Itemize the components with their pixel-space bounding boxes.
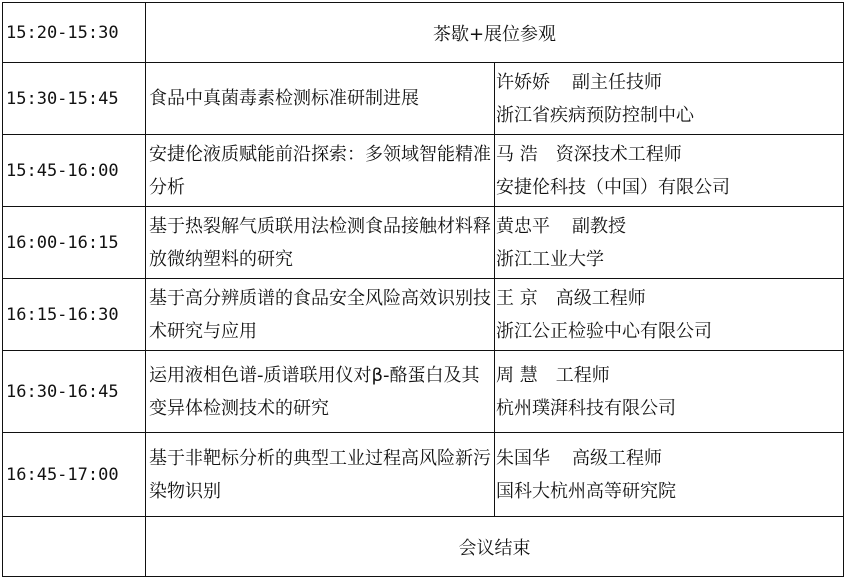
speaker-org: 浙江公正检验中心有限公司	[496, 320, 712, 342]
topic-cell: 安捷伦液质赋能前沿探索：多领域智能精准分析	[146, 135, 495, 207]
speaker-line	[496, 138, 843, 171]
speaker-title: 工程师	[555, 364, 610, 386]
time-cell: 16:45-17:00	[3, 433, 146, 517]
speaker-line	[496, 442, 843, 475]
table-row	[3, 517, 844, 577]
break-cell: 茶歇+展位参观	[146, 3, 844, 63]
time-cell: 16:15-16:30	[3, 279, 146, 351]
speaker-org: 杭州璞湃科技有限公司	[496, 397, 676, 419]
speaker-name: 许娇娇	[496, 71, 550, 93]
speaker-name: 朱国华	[496, 447, 550, 469]
time-cell: 15:45-16:00	[3, 135, 146, 207]
table-row	[3, 433, 844, 517]
table-row	[3, 135, 844, 207]
speaker-cell	[495, 279, 844, 351]
topic-cell: 食品中真菌毒素检测标准研制进展	[146, 63, 495, 135]
speaker-line	[496, 210, 843, 243]
speaker-line	[496, 66, 843, 99]
time-cell	[3, 517, 146, 577]
speaker-cell	[495, 351, 844, 433]
speaker-org: 浙江省疾病预防控制中心	[496, 104, 694, 126]
schedule-table	[2, 2, 844, 577]
table-row	[3, 207, 844, 279]
speaker-cell	[495, 433, 844, 517]
topic-cell: 基于非靶标分析的典型工业过程高风险新污染物识别	[146, 433, 495, 517]
table-row	[3, 63, 844, 135]
time-cell: 16:00-16:15	[3, 207, 146, 279]
time-cell: 15:20-15:30	[3, 3, 146, 63]
topic-cell: 基于高分辨质谱的食品安全风险高效识别技术研究与应用	[146, 279, 495, 351]
speaker-title: 副教授	[572, 215, 626, 237]
speaker-cell	[495, 207, 844, 279]
speaker-name: 黄忠平	[496, 215, 550, 237]
speaker-cell	[495, 135, 844, 207]
speaker-title: 高级工程师	[572, 447, 662, 469]
speaker-title: 资深技术工程师	[555, 143, 682, 165]
topic-cell: 基于热裂解气质联用法检测食品接触材料释放微纳塑料的研究	[146, 207, 495, 279]
speaker-title: 副主任技师	[572, 71, 662, 93]
topic-cell: 运用液相色谱-质谱联用仪对β-酪蛋白及其变异体检测技术的研究	[146, 351, 495, 433]
time-cell: 15:30-15:45	[3, 63, 146, 135]
closing-cell: 会议结束	[146, 517, 844, 577]
speaker-line	[496, 359, 843, 392]
table-row	[3, 351, 844, 433]
table-row	[3, 279, 844, 351]
speaker-title: 高级工程师	[555, 287, 646, 309]
time-cell: 16:30-16:45	[3, 351, 146, 433]
speaker-org: 国科大杭州高等研究院	[496, 480, 676, 502]
speaker-name: 马 浩	[496, 143, 538, 165]
speaker-name: 周 慧	[496, 364, 538, 386]
speaker-line	[496, 282, 843, 315]
table-row	[3, 3, 844, 63]
speaker-cell	[495, 63, 844, 135]
speaker-name: 王 京	[496, 287, 538, 309]
speaker-org: 浙江工业大学	[496, 248, 604, 270]
speaker-org: 安捷伦科技（中国）有限公司	[496, 176, 730, 198]
